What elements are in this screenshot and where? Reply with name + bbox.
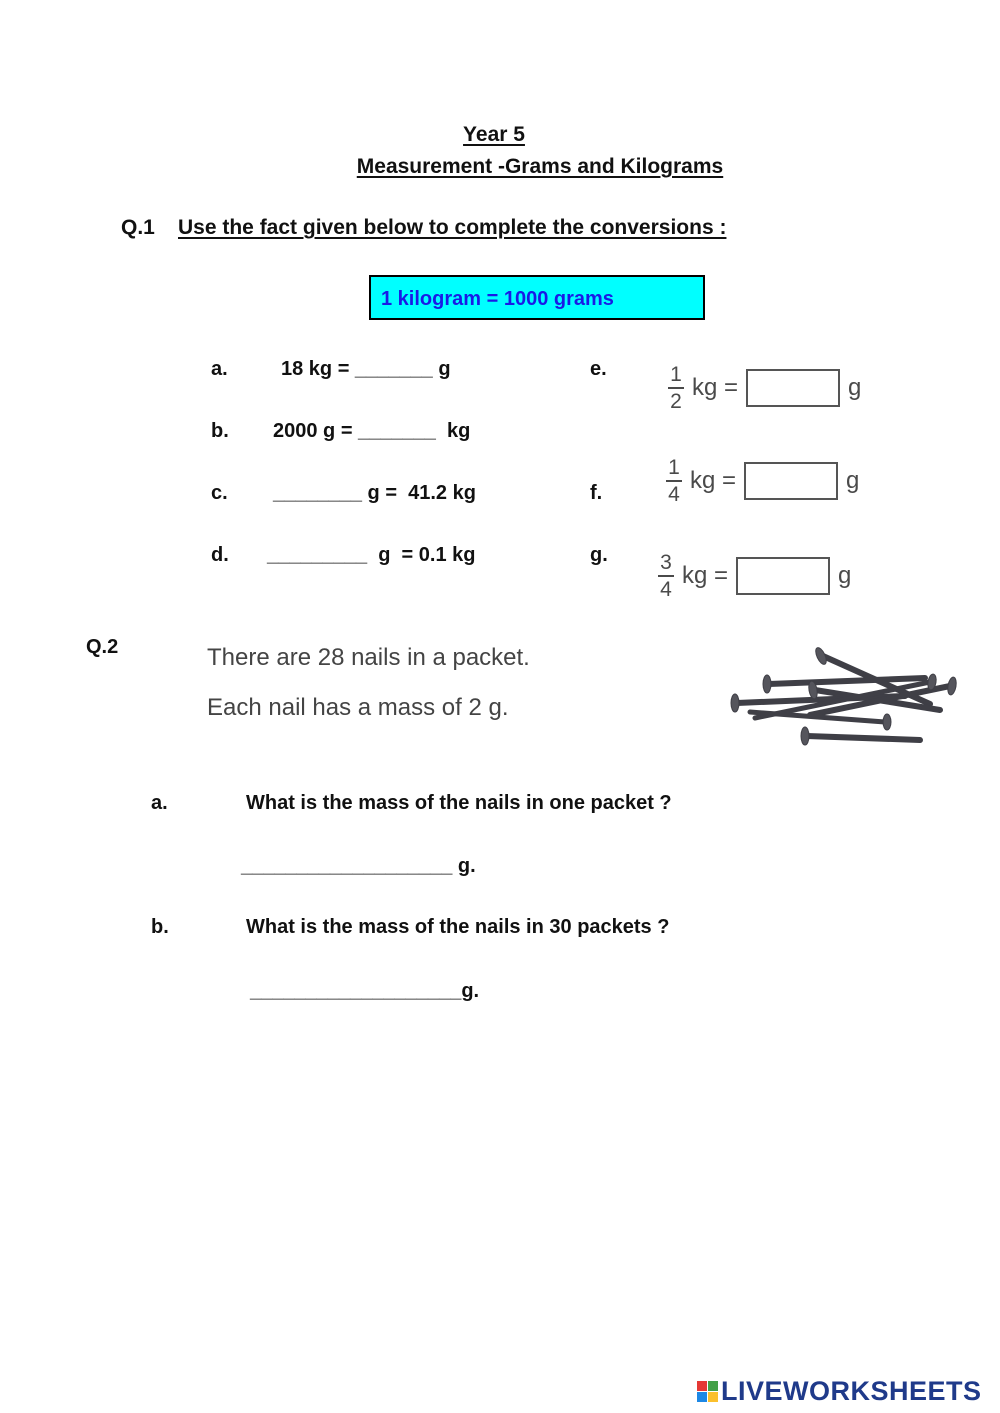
q1-d-question: _________ g = 0.1 kg bbox=[267, 544, 476, 566]
q2-number: Q.2 bbox=[86, 636, 119, 658]
fraction-three-quarters: $\frac{3}{4}$ bbox=[658, 552, 674, 600]
q2-a-letter: a. bbox=[151, 792, 168, 814]
q1-f-letter: f. bbox=[590, 482, 603, 504]
q1-number: Q.1 bbox=[121, 216, 155, 239]
q2-a-answer-line[interactable]: ___________________ g. bbox=[241, 855, 476, 877]
q2-b-question: What is the mass of the nails in 30 packets ? bbox=[246, 916, 670, 938]
q1-f-answer-box[interactable] bbox=[744, 462, 838, 500]
q1-f-unit: kg = bbox=[690, 467, 737, 494]
fact-box bbox=[369, 275, 705, 320]
q1-g-question bbox=[658, 552, 851, 600]
q1-f-answer-unit: g bbox=[846, 467, 860, 494]
q1-instruction: Use the fact given below to complete the conversions : bbox=[178, 216, 727, 239]
q2-story-line-2: Each nail has a mass of 2 g. bbox=[207, 694, 509, 721]
q1-b-question: 2000 g = _______ kg bbox=[273, 420, 471, 442]
q1-e-answer-box[interactable] bbox=[746, 369, 840, 407]
nails-illustration-icon bbox=[725, 640, 965, 755]
liveworksheets-logo[interactable] bbox=[697, 1376, 982, 1407]
q1-c-question: ________ g = 41.2 kg bbox=[273, 482, 476, 504]
q1-g-unit: kg = bbox=[682, 562, 729, 589]
q1-b-letter: b. bbox=[211, 420, 229, 442]
q1-c-letter: c. bbox=[211, 482, 228, 504]
logo-squares-icon bbox=[697, 1381, 718, 1402]
q2-b-answer-line[interactable]: ___________________g. bbox=[250, 980, 480, 1002]
q1-g-letter: g. bbox=[590, 544, 608, 566]
q1-f-question bbox=[666, 457, 859, 505]
q1-e-letter: e. bbox=[590, 358, 607, 380]
q1-a-letter: a. bbox=[211, 358, 228, 380]
q1-e-question bbox=[668, 364, 861, 412]
fraction-quarter: $\frac{1}{4}$ bbox=[666, 457, 682, 505]
worksheet-title: Measurement -Grams and Kilograms bbox=[356, 155, 724, 178]
worksheet-year: Year 5 bbox=[463, 123, 525, 146]
fraction-half: $\frac{1}{2}$ bbox=[668, 364, 684, 412]
q2-b-letter: b. bbox=[151, 916, 169, 938]
q1-a-question: 18 kg = _______ g bbox=[281, 358, 451, 380]
logo-text: LIVEWORKSHEETS bbox=[721, 1376, 982, 1406]
q1-d-letter: d. bbox=[211, 544, 229, 566]
q1-e-answer-unit: g bbox=[848, 374, 862, 401]
q1-g-answer-box[interactable] bbox=[736, 557, 830, 595]
q1-e-unit: kg = bbox=[692, 374, 739, 401]
q1-g-answer-unit: g bbox=[838, 562, 852, 589]
fact-text: 1 kilogram = 1000 grams bbox=[381, 288, 614, 310]
q2-story-line-1: There are 28 nails in a packet. bbox=[207, 644, 530, 671]
q2-a-question: What is the mass of the nails in one packet ? bbox=[246, 792, 672, 814]
